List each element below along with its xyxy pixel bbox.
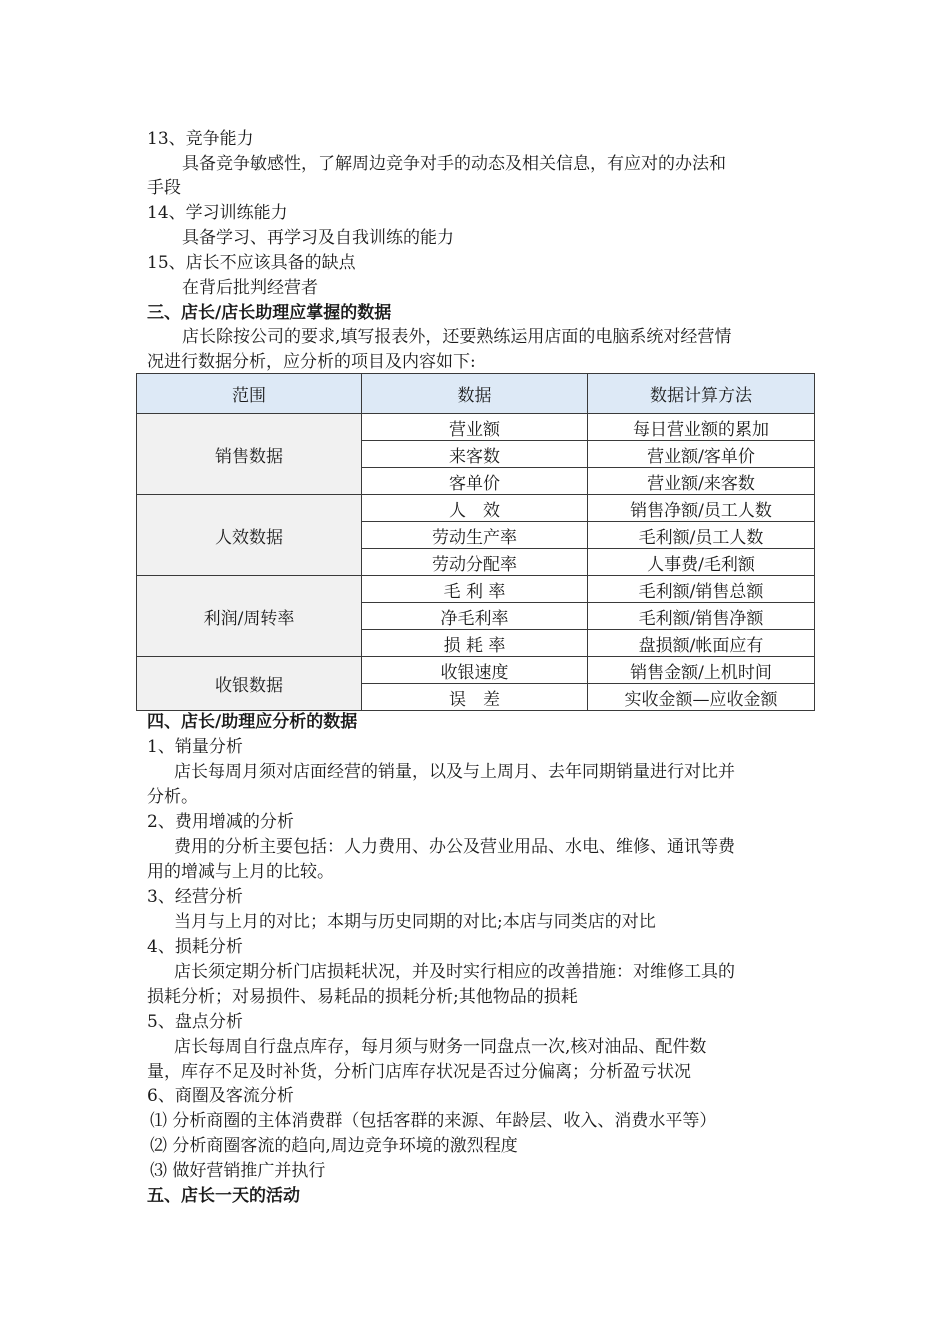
method-cell: 毛利额/销售总额 (588, 576, 815, 603)
item13-title: 13、竞争能力 (147, 129, 254, 149)
method-cell: 实收金额—应收金额 (588, 684, 815, 711)
data-cell: 损 耗 率 (362, 630, 588, 657)
analysis-2-body-cont: 用的增减与上月的比较。 (147, 862, 334, 882)
header-scope: 范围 (137, 374, 362, 414)
table-row (137, 657, 815, 684)
data-cell: 毛 利 率 (362, 576, 588, 603)
data-cell: 劳动生产率 (362, 522, 588, 549)
data-cell: 净毛利率 (362, 603, 588, 630)
analysis-1-body: 店长每周月须对店面经营的销量，以及与上周月、去年同期销量进行对比并 (174, 762, 735, 782)
intro-paragraph-cont: 况进行数据分析，应分析的项目及内容如下: (147, 352, 476, 372)
data-cell: 营业额 (362, 414, 588, 441)
data-table (136, 373, 815, 711)
method-cell: 营业额/来客数 (588, 468, 815, 495)
scope-cell: 销售数据 (137, 414, 362, 495)
table-row (137, 414, 815, 441)
analysis-2-title: 2、费用增减的分析 (147, 812, 294, 832)
data-cell: 人 效 (362, 495, 588, 522)
item15-body: 在背后批判经营者 (182, 278, 318, 298)
method-cell: 营业额/客单价 (588, 441, 815, 468)
table-row (137, 495, 815, 522)
intro-paragraph: 店长除按公司的要求,填写报表外，还要熟练运用店面的电脑系统对经营情 (182, 327, 732, 347)
analysis-4-body-cont: 损耗分析；对易损件、易耗品的损耗分析;其他物品的损耗 (147, 987, 578, 1007)
analysis-6-item-1: ⑴ 分析商圈的主体消费群（包括客群的来源、年龄层、收入、消费水平等） (150, 1111, 717, 1131)
section-heading-3: 三、店长/店长助理应掌握的数据 (147, 303, 392, 323)
method-cell: 每日营业额的累加 (588, 414, 815, 441)
header-method: 数据计算方法 (588, 374, 815, 414)
method-cell: 销售净额/员工人数 (588, 495, 815, 522)
scope-cell: 利润/周转率 (137, 576, 362, 657)
analysis-6-item-2: ⑵ 分析商圈客流的趋向,周边竞争环境的激烈程度 (150, 1136, 518, 1156)
method-cell: 人事费/毛利额 (588, 549, 815, 576)
item14-title: 14、学习训练能力 (147, 203, 288, 223)
table-header-row (137, 374, 815, 414)
analysis-3-body: 当月与上月的对比；本期与历史同期的对比;本店与同类店的对比 (174, 912, 656, 932)
scope-cell: 收银数据 (137, 657, 362, 711)
analysis-4-title: 4、损耗分析 (147, 937, 243, 957)
data-cell: 来客数 (362, 441, 588, 468)
analysis-2-body: 费用的分析主要包括：人力费用、办公及营业用品、水电、维修、通讯等费 (174, 837, 735, 857)
item13-body: 具备竞争敏感性，了解周边竞争对手的动态及相关信息，有应对的办法和 (182, 154, 726, 174)
analysis-5-title: 5、盘点分析 (147, 1012, 243, 1032)
data-cell: 劳动分配率 (362, 549, 588, 576)
item15-title: 15、店长不应该具备的缺点 (147, 253, 356, 273)
section-heading-4: 四、店长/助理应分析的数据 (147, 712, 358, 732)
method-cell: 毛利额/员工人数 (588, 522, 815, 549)
analysis-1-title: 1、销量分析 (147, 737, 243, 757)
analysis-6-title: 6、商圈及客流分析 (147, 1086, 294, 1106)
item13-body-cont: 手段 (147, 178, 181, 198)
item14-body: 具备学习、再学习及自我训练的能力 (182, 228, 454, 248)
data-cell: 客单价 (362, 468, 588, 495)
method-cell: 盘损额/帐面应有 (588, 630, 815, 657)
section-heading-5: 五、店长一天的活动 (147, 1186, 300, 1206)
analysis-1-body-cont: 分析。 (147, 787, 198, 807)
data-cell: 误 差 (362, 684, 588, 711)
method-cell: 销售金额/上机时间 (588, 657, 815, 684)
scope-cell: 人效数据 (137, 495, 362, 576)
analysis-6-item-3: ⑶ 做好营销推广并执行 (150, 1161, 326, 1181)
analysis-3-title: 3、经营分析 (147, 887, 243, 907)
data-cell: 收银速度 (362, 657, 588, 684)
analysis-4-body: 店长须定期分析门店损耗状况，并及时实行相应的改善措施：对维修工具的 (174, 962, 735, 982)
header-data: 数据 (362, 374, 588, 414)
table-row (137, 576, 815, 603)
analysis-5-body-cont: 量，库存不足及时补货，分析门店库存状况是否过分偏离；分析盈亏状况 (147, 1062, 691, 1082)
method-cell: 毛利额/销售净额 (588, 603, 815, 630)
analysis-5-body: 店长每周自行盘点库存，每月须与财务一同盘点一次,核对油品、配件数 (174, 1037, 707, 1057)
